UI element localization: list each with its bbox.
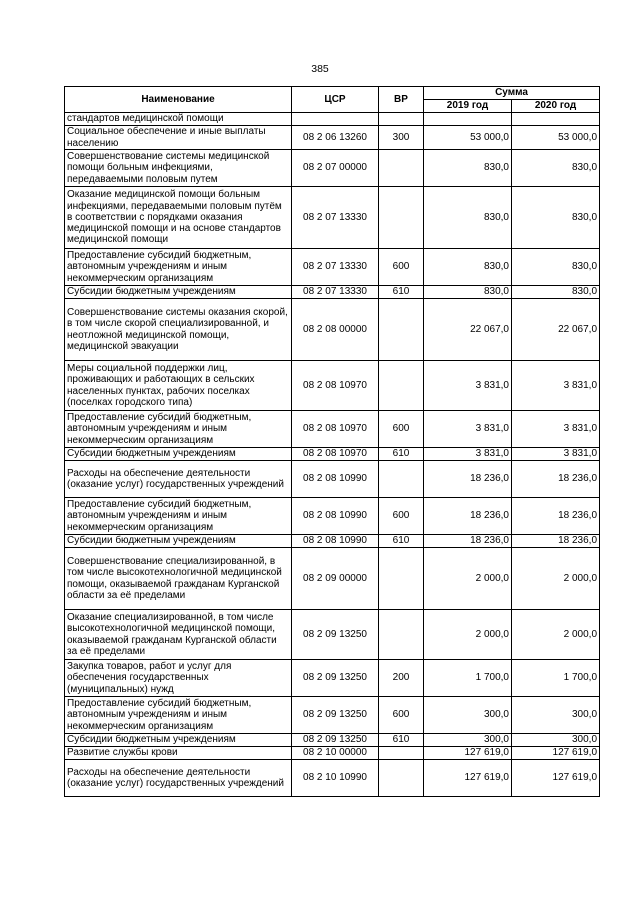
row-2019-cell: 2 000,0 — [424, 548, 512, 610]
row-vr-cell: 610 — [379, 535, 424, 548]
row-vr-cell: 300 — [379, 126, 424, 150]
row-2020-cell: 127 619,0 — [512, 747, 600, 760]
row-2020-cell: 53 000,0 — [512, 126, 600, 150]
row-2020-cell: 300,0 — [512, 734, 600, 747]
row-2019-cell: 127 619,0 — [424, 747, 512, 760]
row-name-cell: Расходы на обеспечение деятельности (оказание услуг) государственных учреждений — [65, 760, 292, 797]
row-name-cell: Расходы на обеспечение деятельности (оказание услуг) государственных учреждений — [65, 461, 292, 498]
row-name-cell: Предоставление субсидий бюджетным, автономным учреждениям и иным некоммерческим организациям — [65, 411, 292, 448]
row-csr-cell: 08 2 08 10970 — [292, 361, 379, 411]
row-csr-cell: 08 2 07 13330 — [292, 286, 379, 299]
table-row — [65, 187, 600, 249]
row-name-cell: Совершенствование специализированной, в том числе высокотехнологичной медицинской помощи, оказываемой гражданам Курганской области за её пределами — [65, 548, 292, 610]
table-row — [65, 299, 600, 361]
table-row — [65, 697, 600, 734]
row-2020-cell: 300,0 — [512, 697, 600, 734]
row-vr-cell — [379, 461, 424, 498]
row-vr-cell — [379, 610, 424, 660]
row-csr-cell: 08 2 08 10970 — [292, 448, 379, 461]
row-name-cell: Предоставление субсидий бюджетным, автономным учреждениям и иным некоммерческим организациям — [65, 697, 292, 734]
row-vr-cell: 200 — [379, 660, 424, 697]
row-2019-cell: 830,0 — [424, 187, 512, 249]
row-2020-cell: 830,0 — [512, 150, 600, 187]
row-2019-cell: 127 619,0 — [424, 760, 512, 797]
row-2019-cell: 18 236,0 — [424, 461, 512, 498]
row-2020-cell: 127 619,0 — [512, 760, 600, 797]
row-2019-cell — [424, 113, 512, 126]
row-2019-cell: 3 831,0 — [424, 448, 512, 461]
table-body — [65, 113, 600, 797]
row-2019-cell: 300,0 — [424, 734, 512, 747]
row-name-cell: Развитие службы крови — [65, 747, 292, 760]
row-2020-cell: 3 831,0 — [512, 448, 600, 461]
row-2020-cell: 830,0 — [512, 187, 600, 249]
table-row — [65, 448, 600, 461]
table-row — [65, 535, 600, 548]
header-csr: ЦСР — [292, 87, 379, 113]
row-2020-cell: 830,0 — [512, 249, 600, 286]
row-2020-cell: 18 236,0 — [512, 535, 600, 548]
row-2019-cell: 53 000,0 — [424, 126, 512, 150]
table-row — [65, 747, 600, 760]
header-2019: 2019 год — [424, 100, 512, 113]
row-csr-cell: 08 2 09 00000 — [292, 548, 379, 610]
row-name-cell: Предоставление субсидий бюджетным, автономным учреждениям и иным некоммерческим организациям — [65, 249, 292, 286]
row-csr-cell: 08 2 07 13330 — [292, 187, 379, 249]
row-name-cell: Оказание специализированной, в том числе высокотехнологичной медицинской помощи, оказываемой гражданам Курганской области за её пределами — [65, 610, 292, 660]
row-csr-cell: 08 2 08 10990 — [292, 498, 379, 535]
row-csr-cell: 08 2 10 00000 — [292, 747, 379, 760]
row-csr-cell: 08 2 08 10990 — [292, 535, 379, 548]
table-row — [65, 113, 600, 126]
budget-table — [64, 86, 600, 797]
page-number: 385 — [311, 63, 329, 75]
row-vr-cell — [379, 747, 424, 760]
header-vr: ВР — [379, 87, 424, 113]
table-row — [65, 734, 600, 747]
row-2020-cell: 18 236,0 — [512, 461, 600, 498]
table-row — [65, 461, 600, 498]
row-name-cell: Социальное обеспечение и иные выплаты населению — [65, 126, 292, 150]
row-name-cell: Предоставление субсидий бюджетным, автономным учреждениям и иным некоммерческим организациям — [65, 498, 292, 535]
table-row — [65, 411, 600, 448]
table-row — [65, 548, 600, 610]
row-vr-cell: 610 — [379, 734, 424, 747]
row-csr-cell: 08 2 06 13260 — [292, 126, 379, 150]
row-2020-cell: 3 831,0 — [512, 411, 600, 448]
row-csr-cell: 08 2 08 00000 — [292, 299, 379, 361]
row-2019-cell: 22 067,0 — [424, 299, 512, 361]
row-vr-cell: 600 — [379, 697, 424, 734]
row-vr-cell — [379, 760, 424, 797]
row-csr-cell: 08 2 09 13250 — [292, 660, 379, 697]
row-vr-cell: 610 — [379, 286, 424, 299]
row-2019-cell: 3 831,0 — [424, 361, 512, 411]
row-csr-cell: 08 2 09 13250 — [292, 697, 379, 734]
row-name-cell: Закупка товаров, работ и услуг для обеспечения государственных (муниципальных) нужд — [65, 660, 292, 697]
row-csr-cell: 08 2 08 10970 — [292, 411, 379, 448]
row-vr-cell: 610 — [379, 448, 424, 461]
row-2019-cell: 830,0 — [424, 286, 512, 299]
row-2019-cell: 18 236,0 — [424, 535, 512, 548]
row-name-cell: Субсидии бюджетным учреждениям — [65, 448, 292, 461]
row-vr-cell — [379, 548, 424, 610]
table-row — [65, 150, 600, 187]
row-2020-cell: 2 000,0 — [512, 610, 600, 660]
row-2020-cell: 3 831,0 — [512, 361, 600, 411]
row-name-cell: Субсидии бюджетным учреждениям — [65, 535, 292, 548]
row-csr-cell — [292, 113, 379, 126]
row-2020-cell: 1 700,0 — [512, 660, 600, 697]
row-name-cell: Субсидии бюджетным учреждениям — [65, 734, 292, 747]
row-2019-cell: 830,0 — [424, 249, 512, 286]
row-csr-cell: 08 2 07 13330 — [292, 249, 379, 286]
row-csr-cell: 08 2 09 13250 — [292, 734, 379, 747]
table-row — [65, 498, 600, 535]
row-2019-cell: 3 831,0 — [424, 411, 512, 448]
row-2019-cell: 18 236,0 — [424, 498, 512, 535]
row-2020-cell — [512, 113, 600, 126]
row-csr-cell: 08 2 09 13250 — [292, 610, 379, 660]
row-name-cell: Оказание медицинской помощи больным инфекциями, передаваемыми половым путём в соответствии с порядками оказания медицинской помощи и на основе стандартов медицинской помощи — [65, 187, 292, 249]
table-row — [65, 760, 600, 797]
row-name-cell: Меры социальной поддержки лиц, проживающих и работающих в сельских населенных пунктах, рабочих поселках (поселках городского типа) — [65, 361, 292, 411]
row-csr-cell: 08 2 10 10990 — [292, 760, 379, 797]
row-2020-cell: 830,0 — [512, 286, 600, 299]
row-csr-cell: 08 2 07 00000 — [292, 150, 379, 187]
row-vr-cell — [379, 187, 424, 249]
row-name-cell: стандартов медицинской помощи — [65, 113, 292, 126]
table-row — [65, 660, 600, 697]
header-sum: Сумма — [424, 87, 600, 100]
row-2020-cell: 22 067,0 — [512, 299, 600, 361]
row-2019-cell: 1 700,0 — [424, 660, 512, 697]
row-vr-cell — [379, 113, 424, 126]
row-vr-cell — [379, 150, 424, 187]
table-row — [65, 610, 600, 660]
row-name-cell: Совершенствование системы оказания скорой, в том числе скорой специализированной, и неотложной медицинской помощи, медицинской эвакуации — [65, 299, 292, 361]
table-row — [65, 361, 600, 411]
row-vr-cell — [379, 361, 424, 411]
row-vr-cell: 600 — [379, 411, 424, 448]
row-vr-cell: 600 — [379, 498, 424, 535]
row-2020-cell: 18 236,0 — [512, 498, 600, 535]
row-name-cell: Совершенствование системы медицинской помощи больным инфекциями, передаваемыми половым путем — [65, 150, 292, 187]
row-vr-cell: 600 — [379, 249, 424, 286]
table-row — [65, 126, 600, 150]
row-2019-cell: 2 000,0 — [424, 610, 512, 660]
header-2020: 2020 год — [512, 100, 600, 113]
row-csr-cell: 08 2 08 10990 — [292, 461, 379, 498]
row-2019-cell: 830,0 — [424, 150, 512, 187]
table-row — [65, 249, 600, 286]
row-2020-cell: 2 000,0 — [512, 548, 600, 610]
row-name-cell: Субсидии бюджетным учреждениям — [65, 286, 292, 299]
table-row — [65, 286, 600, 299]
header-name: Наименование — [65, 87, 292, 113]
row-vr-cell — [379, 299, 424, 361]
row-2019-cell: 300,0 — [424, 697, 512, 734]
